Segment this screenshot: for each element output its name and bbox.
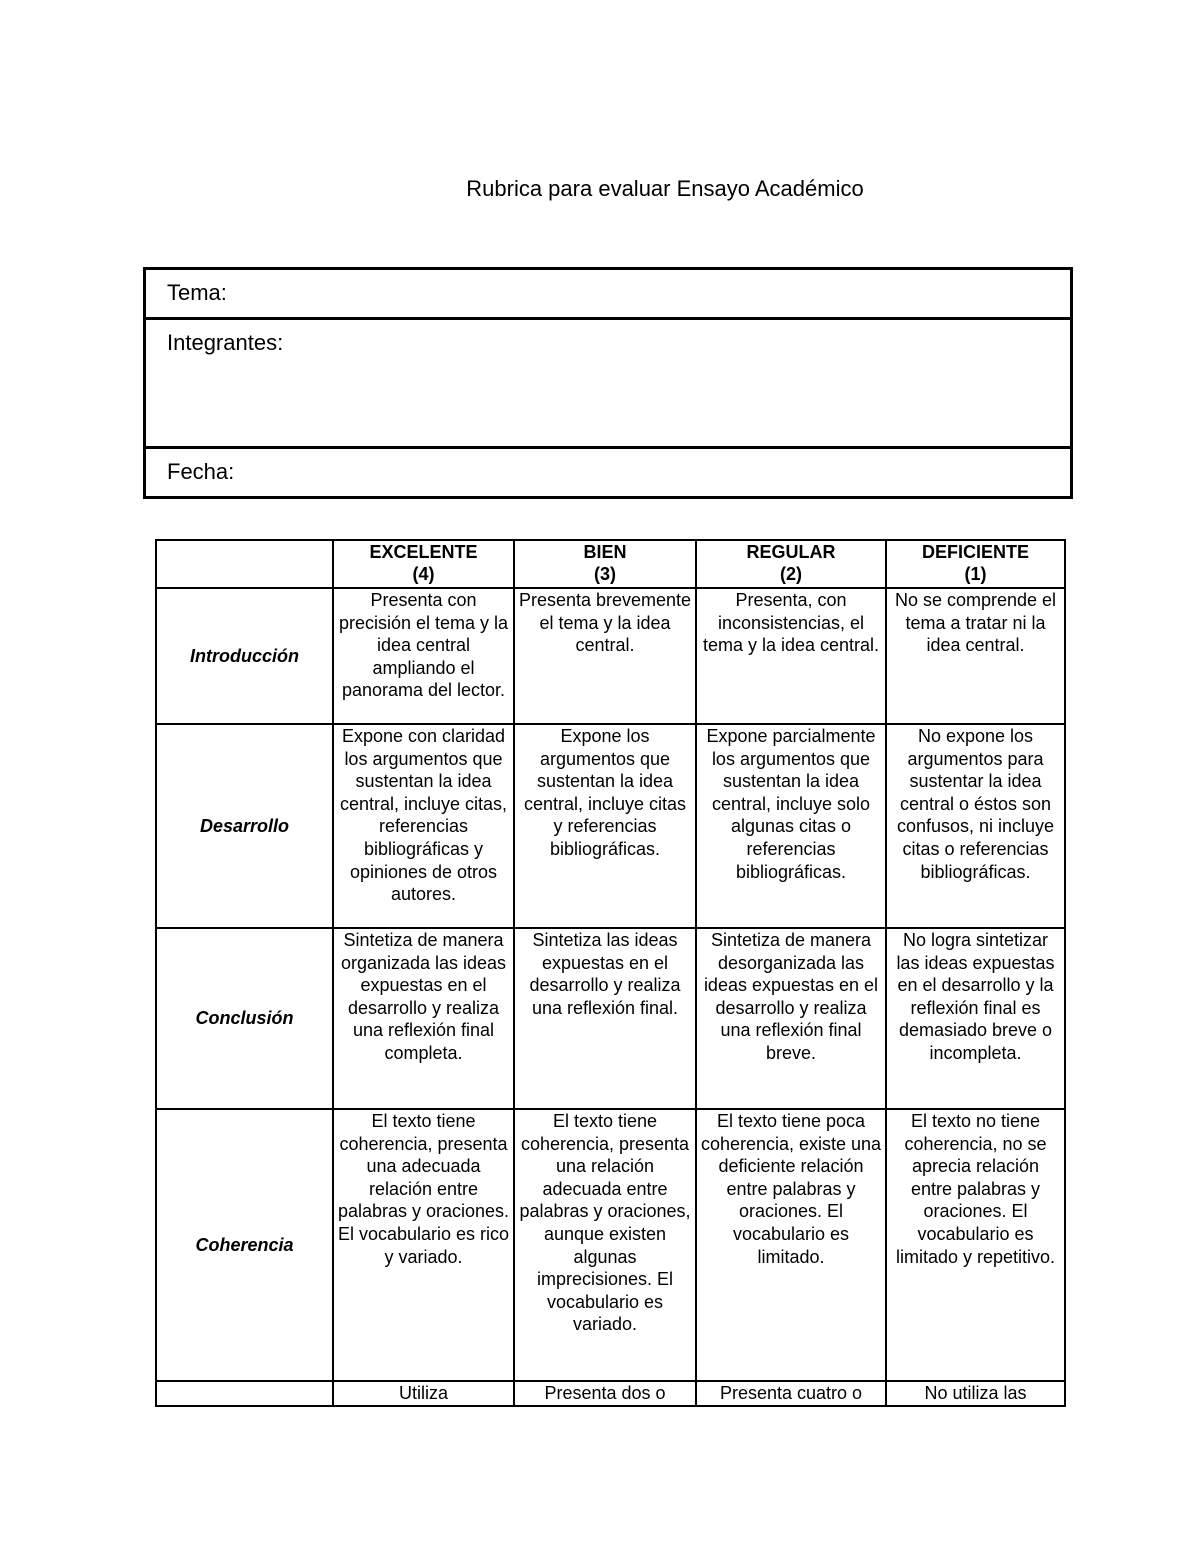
criterion-cell: Desarrollo: [156, 724, 333, 928]
rubric-cell: Presenta brevemente el tema y la idea central.: [514, 588, 696, 724]
rubric-cell: El texto tiene coherencia, presenta una adecuada relación entre palabras y oraciones. El vocabulario es rico y variado.: [333, 1109, 514, 1381]
rubric-cell: Expone con claridad los argumentos que sustentan la idea central, incluye citas, referencias bibliográficas y opiniones de otros autores.: [333, 724, 514, 928]
rubric-cell: Sintetiza de manera organizada las ideas expuestas en el desarrollo y realiza una reflexión final completa.: [333, 928, 514, 1109]
rubric-cell: No se comprende el tema a tratar ni la idea central.: [886, 588, 1065, 724]
rubric-cell: Expone los argumentos que sustentan la idea central, incluye citas y referencias bibliográficas.: [514, 724, 696, 928]
rubric-cell: No logra sintetizar las ideas expuestas en el desarrollo y la reflexión final es demasiado breve o incompleta.: [886, 928, 1065, 1109]
level-score: (1): [964, 564, 987, 584]
integrantes-field[interactable]: Integrantes:: [145, 319, 1072, 448]
rubric-cell: Sintetiza las ideas expuestas en el desarrollo y realiza una reflexión final.: [514, 928, 696, 1109]
rubric-cell: El texto no tiene coherencia, no se aprecia relación entre palabras y oraciones. El vocabulario es limitado y repetitivo.: [886, 1109, 1065, 1381]
rubric-cell: Presenta, con inconsistencias, el tema y la idea central.: [696, 588, 886, 724]
header-deficiente: [886, 540, 1065, 588]
level-label: REGULAR: [746, 542, 836, 562]
table-row: [156, 724, 1065, 928]
table-row: [156, 1381, 1065, 1406]
corner-cell: [156, 540, 333, 588]
header-regular: [696, 540, 886, 588]
rubric-cell: Presenta dos o: [514, 1381, 696, 1406]
level-label: DEFICIENTE: [921, 542, 1029, 562]
level-score: (3): [594, 564, 616, 584]
rubric-cell: Presenta cuatro o: [696, 1381, 886, 1406]
table-row: [156, 928, 1065, 1109]
criterion-cell: [156, 1381, 333, 1406]
rubric-cell: Utiliza: [333, 1381, 514, 1406]
level-score: (2): [780, 564, 802, 584]
fecha-field[interactable]: Fecha:: [145, 448, 1072, 498]
rubric-cell: No expone los argumentos para sustentar la idea central o éstos son confusos, ni incluye citas o referencias bibliográficas.: [886, 724, 1065, 928]
rubric-table: [155, 539, 1066, 1407]
criterion-cell: Conclusión: [156, 928, 333, 1109]
table-row: [156, 1109, 1065, 1381]
header-bien: [514, 540, 696, 588]
level-label: EXCELENTE: [369, 542, 478, 562]
rubric-cell: Expone parcialmente los argumentos que sustentan la idea central, incluye solo algunas citas o referencias bibliográficas.: [696, 724, 886, 928]
tema-field[interactable]: Tema:: [145, 269, 1072, 319]
criterion-cell: Introducción: [156, 588, 333, 724]
info-table: [143, 267, 1073, 499]
rubric-cell: El texto tiene poca coherencia, existe una deficiente relación entre palabras y oraciones. El vocabulario es limitado.: [696, 1109, 886, 1381]
level-score: (4): [412, 564, 435, 584]
rubric-cell: No utiliza las: [886, 1381, 1065, 1406]
rubric-header-row: [156, 540, 1065, 588]
rubric-cell: El texto tiene coherencia, presenta una relación adecuada entre palabras y oraciones, aunque existen algunas imprecisiones. El vocabulario es variado.: [514, 1109, 696, 1381]
header-excelente: [333, 540, 514, 588]
rubric-cell: Presenta con precisión el tema y la idea central ampliando el panorama del lector.: [333, 588, 514, 724]
table-row: [156, 588, 1065, 724]
level-label: BIEN: [583, 542, 627, 562]
page-title: Rubrica para evaluar Ensayo Académico: [466, 176, 864, 201]
criterion-cell: Coherencia: [156, 1109, 333, 1381]
rubric-cell: Sintetiza de manera desorganizada las ideas expuestas en el desarrollo y realiza una reflexión final breve.: [696, 928, 886, 1109]
